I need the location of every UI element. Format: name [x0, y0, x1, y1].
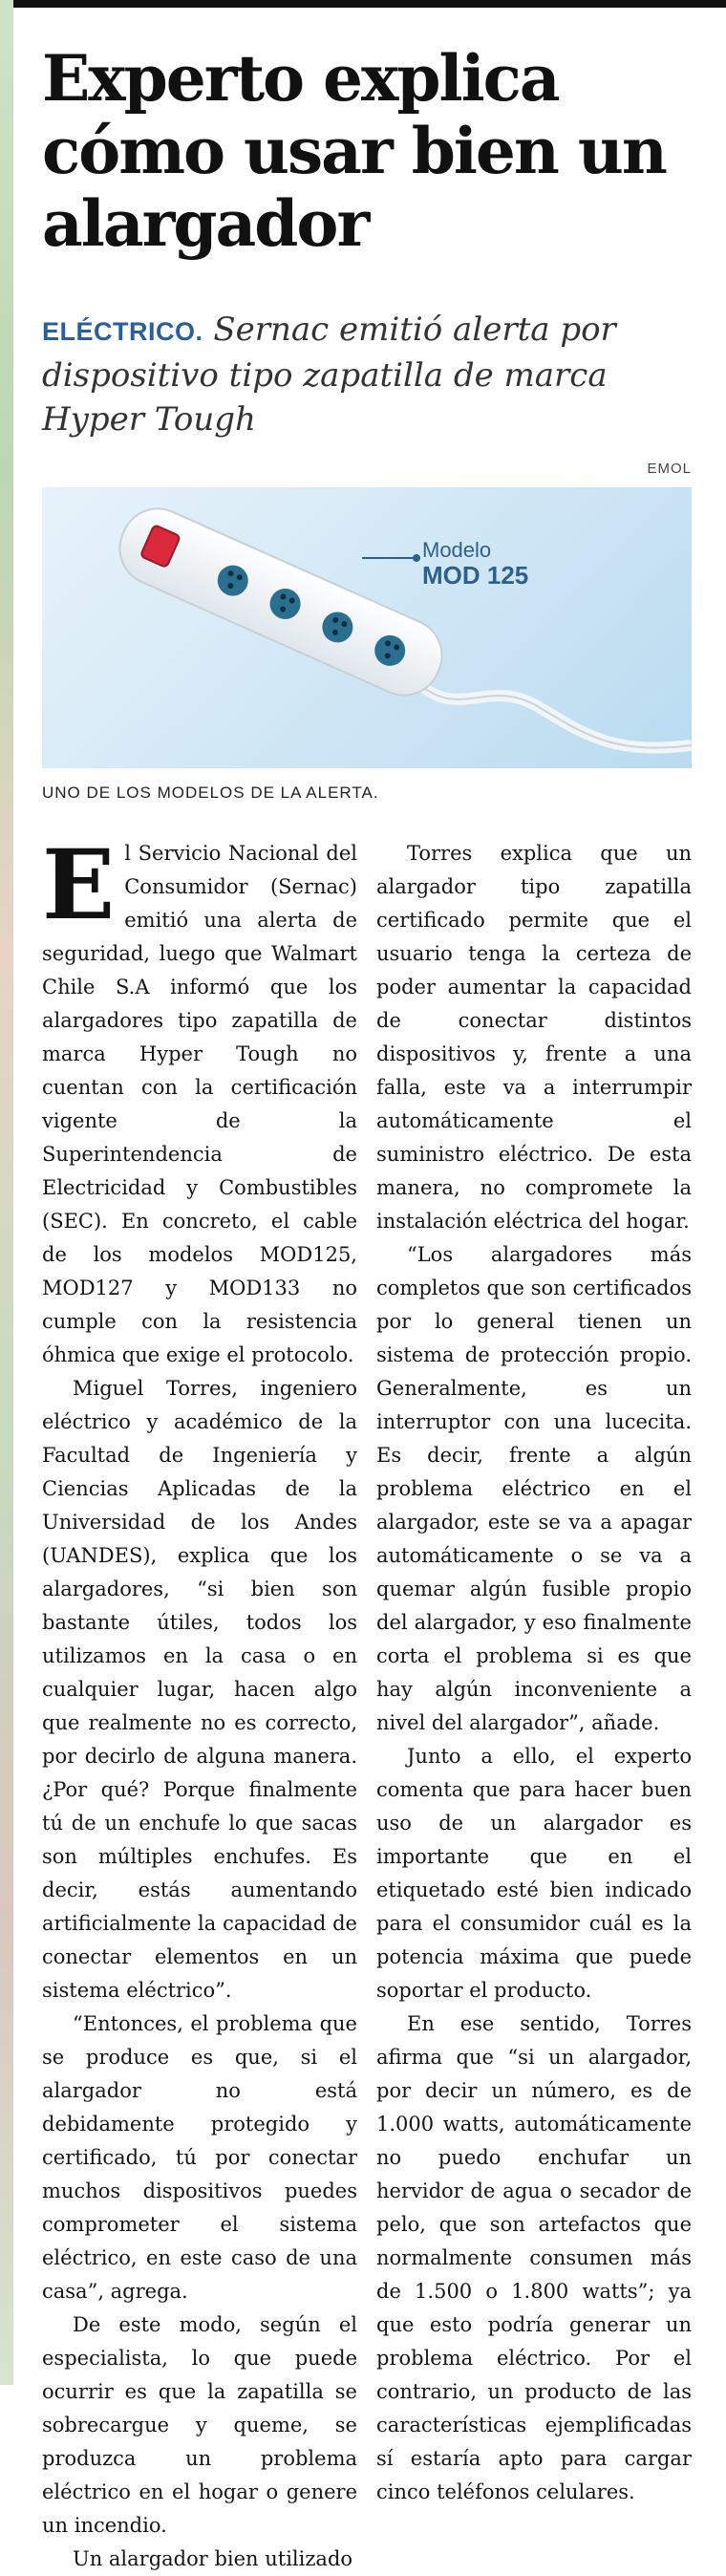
body-column-left [42, 828, 357, 2576]
body-paragraph: Junto a ello, el experto comenta que para hacer buen uso de un alargador es importante que en el etiquetado esté bien indicado para el consumidor cuál es la potencia máxima que puede soportar el producto. [376, 1745, 692, 2002]
article-deck [42, 308, 692, 441]
body-paragraph: Un alargador bien utilizado [73, 2547, 353, 2570]
body-paragraph: Miguel Torres, ingeniero eléctrico y académico de la Facultad de Ingeniería y Ciencias Aplicadas de la Universidad de los Andes (UANDES), explica que los alargadores, “si bien son bastante útiles, todos los utilizamos en la casa o en cualquier lugar, hacen algo que realmente no es correcto, por decirlo de alguna manera. ¿Por qué? Porque finalmente tú de un enchufe lo que sacas son múltiples enchufes. Es decir, estás aumentando artificialmente la capacidad de conectar elementos en un sistema eléctrico”. [42, 1377, 357, 2002]
article-headline: Experto explica cómo usar bien un alargador [42, 41, 666, 261]
body-paragraph: “Los alargadores más completos que son certificados por lo general tienen un sistema de protección propio. Generalmente, es un interruptor con una lucecita. Es decir, frente a algún problema eléctrico en el alargador, este se va a apagar automáticamente o se va a quemar algún fusible propio del alargador, y eso finalmente corta el problema si es que hay algún inconveniente a nivel del alargador”, añade. [376, 1243, 692, 1734]
body-paragraph: Torres explica que un alargador tipo zapatilla certificado permite que el usuario tenga la certeza de poder aumentar la capacidad de conectar distintos dispositivos y, frente a una falla, este va a interrumpir automáticamente el suministro eléctrico. De esta manera, no compromete la instalación eléctrica del hogar. [376, 842, 692, 1233]
body-paragraph: En ese sentido, Torres afirma que “si un alargador, por decir un número, es de 1.000 watts, automáticamente no puedo enchufar un hervidor de agua o secador de pelo, que son artefactos que normalmente consumen más de 1.500 o 1.800 watts”; ya que esto podría generar un problema eléctrico. Por el contrario, un producto de las características ejemplificadas sí estaría apto para cargar cinco teléfonos celulares. [376, 2012, 692, 2503]
section-kicker: ELÉCTRICO. [42, 317, 203, 346]
body-column-right [376, 837, 692, 2509]
photo-caption: UNO DE LOS MODELOS DE LA ALERTA. [42, 784, 379, 802]
deck-text: Sernac emitió alerta por dispositivo tipo zapatilla de marca Hyper Tough [42, 311, 616, 439]
body-paragraph: De este modo, según el especialista, lo que puede ocurrir es que la zapatilla se sobrecargue y queme, se produzca un problema eléctrico en el hogar o genere un incendio. [42, 2313, 357, 2537]
model-label [422, 539, 528, 589]
model-label-name: MOD 125 [422, 561, 529, 590]
power-strip-illustration [42, 487, 692, 768]
drop-cap: E [42, 828, 116, 941]
top-rule [13, 0, 726, 8]
page-edge-strip [0, 0, 13, 2385]
article-photo [42, 487, 692, 768]
model-label-prefix: Modelo [422, 538, 492, 562]
photo-credit: EMOL [647, 461, 692, 477]
body-paragraph: El Servicio Nacional del Consumidor (Sernac) emitió una alerta de seguridad, luego que Walmart Chile S.A informó que los alargadores tipo zapatilla de marca Hyper Tough no cuentan con la certificación vigente de la Superintendencia de Electricidad y Combustibles (SEC). En concreto, el cable de los modelos MOD125, MOD127 y MOD133 no cumple con la resistencia óhmica que exige el protocolo. [42, 828, 357, 1366]
body-paragraph: “Entonces, el problema que se produce es que, si el alargador no está debidamente protegido y certificado, tú por conectar muchos dispositivos puedes comprometer el sistema eléctrico, en este caso de una casa”, agrega. [42, 2012, 357, 2303]
